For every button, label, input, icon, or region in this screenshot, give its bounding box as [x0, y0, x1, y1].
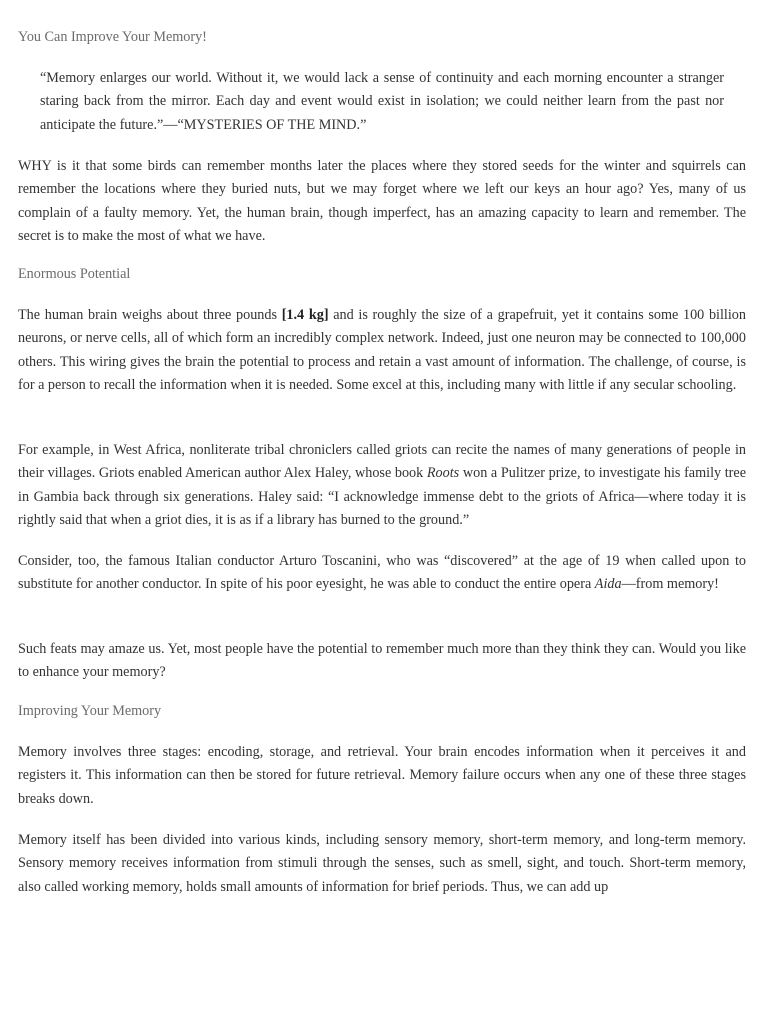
weight-conversion: [1.4 kg]	[281, 307, 329, 323]
section-heading-enormous-potential: Enormous Potential	[18, 266, 131, 282]
paragraph-memory-stages: Memory involves three stages: encoding, storage, and retrieval. Your brain encodes information when it perceives it and registers it. This information can then be stored for future retrieval. Memory failure occurs when any one of these three stages breaks down.	[18, 744, 746, 807]
paragraph-toscanini	[18, 550, 746, 597]
book-title: Roots	[426, 465, 460, 482]
paragraph-feats: Such feats may amaze us. Yet, most people have the potential to remember much more than they think they can. Would you like to enhance your memory?	[18, 641, 746, 681]
article-title: You Can Improve Your Memory!	[18, 29, 207, 45]
paragraph-text: won a Pulitzer prize, to investigate his family tree in Gambia back through six generations. Haley said: “I acknowledge immense debt to the griots of Africa—where today it is rightly said that when a griot dies, it is as if a library has burned to the ground.”	[18, 465, 747, 529]
paragraph-text: —from memory!	[621, 576, 719, 593]
paragraph-text: For example, in West Africa, nonliterate tribal chroniclers called griots can recite the names of many generations of people in their villages. Griots enabled American author Alex Haley, whose book	[18, 442, 746, 482]
opera-title: Aida	[594, 576, 622, 593]
paragraph-memory-kinds: Memory itself has been divided into various kinds, including sensory memory, short-term memory, and long-term memory. Sensory memory receives information from stimuli through the senses, such as smell, sight, and touch. Short-term memory, also called working memory, holds small amounts of information for brief periods. Thus, we can add up	[18, 832, 746, 895]
epigraph-quote: “Memory enlarges our world. Without it, we would lack a sense of continuity and each morning encounter a stranger staring back from the mirror. Each day and event would exist in isolation; we could neither learn from the past nor anticipate the future.”—“MYSTERIES OF THE MIND.”	[40, 70, 724, 133]
paragraph-text: and is roughly the size of a grapefruit, yet it contains some 100 billion neurons, or nerve cells, all of which form an incredibly complex network. Indeed, just one neuron may be connected to 100,000 others. This wiring gives the brain the potential to process and retain a vast amount of information. The challenge, of course, is for a person to recall the information when it is needed. Some excel at this, including many with little if any secular schooling.	[18, 307, 746, 394]
intro-paragraph: WHY is it that some birds can remember months later the places where they stored seeds for the winter and squirrels can remember the locations where they buried nuts, but we may forget where we left our keys an hour ago? Yes, many of us complain of a faulty memory. Yet, the human brain, though imperfect, has an amazing capacity to learn and remember. The secret is to make the most of what we have.	[18, 158, 746, 245]
section-heading-improving-memory: Improving Your Memory	[18, 703, 162, 719]
paragraph-griots	[18, 439, 746, 533]
paragraph-brain-size	[18, 304, 746, 398]
paragraph-text: The human brain weighs about three pounds	[18, 307, 282, 323]
paragraph-text: Consider, too, the famous Italian conductor Arturo Toscanini, who was “discovered” at the age of 19 when called upon to substitute for another conductor. In spite of his poor eyesight, he was able to conduct the entire opera	[18, 553, 746, 593]
